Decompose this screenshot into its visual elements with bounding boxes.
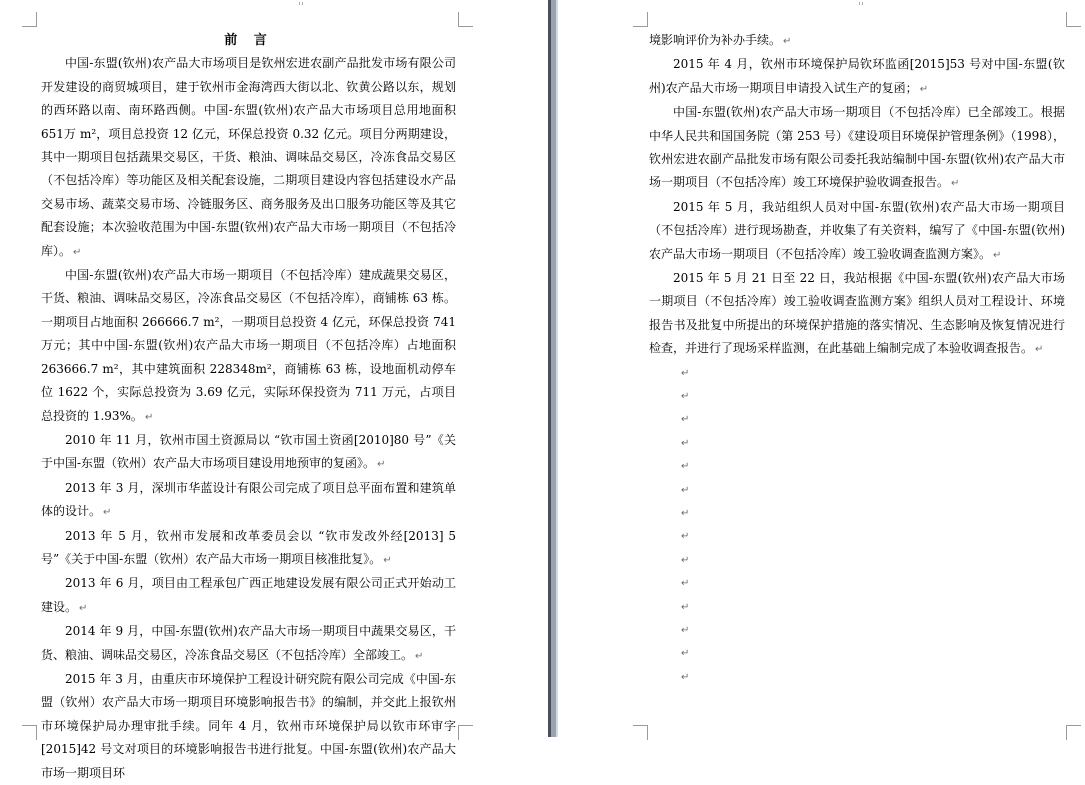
crop-mark-bottom-right bbox=[458, 725, 473, 740]
crop-mark-top-right bbox=[458, 12, 473, 27]
empty-paragraph-mark: ↵ bbox=[681, 624, 690, 636]
paragraph-mark: ↵ bbox=[951, 178, 960, 190]
paragraph-mark: ↵ bbox=[383, 554, 392, 566]
paragraph: 2010 年 11 月，钦州市国土资源局以 “钦市国土资函[2010]80 号”《关于中国-东盟（钦州）农产品大市场项目建设用地预审的复函》。 ↵ bbox=[41, 432, 456, 471]
paragraph-mark: ↵ bbox=[144, 411, 154, 423]
paragraph: 中国-东盟(钦州)农产品大市场一期项目（不包括冷库）建成蔬果交易区，干货、粮油、调味品交易区，冷冻食品交易区（不包括冷库），商铺栋 63 栋。一期项目占地面积 266666.7 m²，一期项目总投资 4 亿元，环保总投资 741 万元；其中中国-东盟(钦州)农产品大市场一期项目（不包括冷库）占地面积 263666.7 m²，其中建筑面积 228348m²，商铺栋 63 栋，设地面机动停车位 1622 个，实际总投资为 3.69 亿元，实际环保投资为 711 万元，占项目总投资的 1.93%。 ↵ bbox=[41, 268, 456, 423]
empty-paragraph-mark: ↵ bbox=[681, 391, 690, 403]
paragraph: 2015 年 4 月，钦州市环境保护局钦环监函[2015]53 号对中国-东盟(钦州)农产品大市场一期项目申请投入试生产的复函； ↵ bbox=[649, 57, 1065, 95]
paragraph-mark: ↵ bbox=[1035, 344, 1044, 356]
paragraph: 中国-东盟(钦州)农产品大市场项目是钦州宏进农副产品批发市场有限公司开发建设的商贸城项目，建于钦州市金海湾西大街以北、钦黄公路以东，规划的西环路以南、南环路西侧。中国-东盟(钦州)农产品大市场项目总用地面积 651万 m²，项目总投资 12 亿元，环保总投资 0.32 亿元。项目分两期建设，其中一期项目包括蔬果交易区，干货、粮油、调味品交易区，冷冻食品交易区（不包括冷库）等功能区及相关配套设施，二期项目建设内容包括建设水产品交易市场、蔬菜交易市场、冷链服务区、商务服务及出口服务功能区等及其它配套设施；本次验收范围为中国-东盟(钦州)农产品大市场一期项目（不包括冷库）。 ↵ bbox=[41, 56, 456, 258]
empty-paragraph-mark: ↵ bbox=[681, 648, 690, 660]
paragraph: 2014 年 9 月，中国-东盟(钦州)农产品大市场一期项目中蔬果交易区，干货、粮油、调味品交易区，冷冻食品交易区（不包括冷库）全部竣工。 ↵ bbox=[41, 624, 456, 662]
empty-paragraph-mark: ↵ bbox=[681, 367, 690, 379]
empty-paragraph-mark: ↵ bbox=[681, 531, 690, 543]
crop-mark-top-left bbox=[22, 12, 37, 27]
header-marker bbox=[859, 2, 863, 5]
paragraph-mark: ↵ bbox=[103, 507, 112, 519]
empty-paragraph-mark: ↵ bbox=[681, 461, 690, 473]
paragraph: 中国-东盟(钦州)农产品大市场一期项目（不包括冷库）已全部竣工。根据中华人民共和国国务院（第 253 号）《建设项目环境保护管理条例》（1998），钦州宏进农副产品批发市场有限公司委托我站编制中国-东盟(钦州)农产品大市场一期项目（不包括冷库）竣工环境保护验收调查报告。 ↵ bbox=[649, 105, 1065, 190]
crop-mark-bottom-left bbox=[633, 725, 648, 740]
page-separator bbox=[546, 0, 561, 737]
empty-paragraph-mark: ↵ bbox=[681, 437, 690, 449]
paragraph: 2013 年 3 月，深圳市华蓝设计有限公司完成了项目总平面布置和建筑单体的设计。 ↵ bbox=[41, 480, 456, 519]
paragraph-mark: ↵ bbox=[377, 459, 386, 471]
paragraph: 2015 年 3 月，由重庆市环境保护工程设计研究院有限公司完成《中国-东盟（钦州）农产品大市场一期项目环境影响报告书》的编制，并交此上报钦州市环境保护局办理审批手续。同年 4 月，钦州市环境保护局以钦市环审字[2015]42 号文对项目的环境影响报告书进行批复。中国-东盟(钦州)农产品大市场一期项目环 bbox=[41, 671, 456, 780]
paragraph: 2013 年 5 月，钦州市发展和改革委员会以 “钦市发改外经[2013] 5 号”《关于中国-东盟（钦州）农产品大市场一期项目核准批复》。 ↵ bbox=[41, 528, 456, 566]
empty-paragraph-mark: ↵ bbox=[681, 508, 690, 520]
empty-paragraph-list bbox=[649, 362, 1065, 689]
empty-paragraph-mark: ↵ bbox=[681, 554, 690, 566]
empty-paragraph-mark: ↵ bbox=[681, 484, 690, 496]
paragraph: 2015 年 5 月 21 日至 22 日，我站根据《中国-东盟(钦州)农产品大市场一期项目（不包括冷库）竣工验收调查监测方案》组织人员对工程设计、环境报告书及批复中所提出的环境保护措施的落实情况、生态影响及恢复情况进行检查，并进行了现场采样监测，在此基础上编制完成了本验收调查报告。 ↵ bbox=[649, 271, 1065, 356]
paragraph: 境影响评价为补办手续。 ↵ bbox=[649, 33, 792, 47]
crop-mark-top-right bbox=[1066, 12, 1081, 27]
crop-mark-bottom-right bbox=[1066, 725, 1081, 740]
paragraph-mark: ↵ bbox=[783, 36, 792, 47]
empty-paragraph-mark: ↵ bbox=[681, 414, 690, 426]
header-marker bbox=[299, 2, 303, 5]
document-title: 前 言 bbox=[224, 33, 273, 48]
paragraph-mark: ↵ bbox=[919, 83, 929, 95]
empty-paragraph-mark: ↵ bbox=[681, 671, 690, 683]
paragraph-mark: ↵ bbox=[415, 650, 424, 662]
empty-paragraph-mark: ↵ bbox=[681, 578, 690, 590]
right-page-body[interactable] bbox=[649, 29, 1065, 689]
paragraph: 2013 年 6 月，项目由工程承包广西正地建设发展有限公司正式开始动工建设。 ↵ bbox=[41, 576, 456, 614]
crop-mark-top-left bbox=[633, 12, 648, 27]
paragraph-mark: ↵ bbox=[79, 602, 88, 614]
left-page-body[interactable] bbox=[41, 29, 456, 785]
empty-paragraph-mark: ↵ bbox=[681, 601, 690, 613]
document-page-right bbox=[561, 0, 1085, 737]
paragraph-mark: ↵ bbox=[73, 246, 82, 258]
paragraph: 2015 年 5 月，我站组织人员对中国-东盟(钦州)农产品大市场一期项目（不包括冷库）进行现场勘查，并收集了有关资料，编写了《中国-东盟(钦州)农产品大市场一期项目（不包括冷库）竣工验收调查监测方案》。 ↵ bbox=[649, 199, 1065, 261]
crop-mark-bottom-left bbox=[22, 725, 37, 740]
paragraph-mark: ↵ bbox=[993, 249, 1002, 261]
